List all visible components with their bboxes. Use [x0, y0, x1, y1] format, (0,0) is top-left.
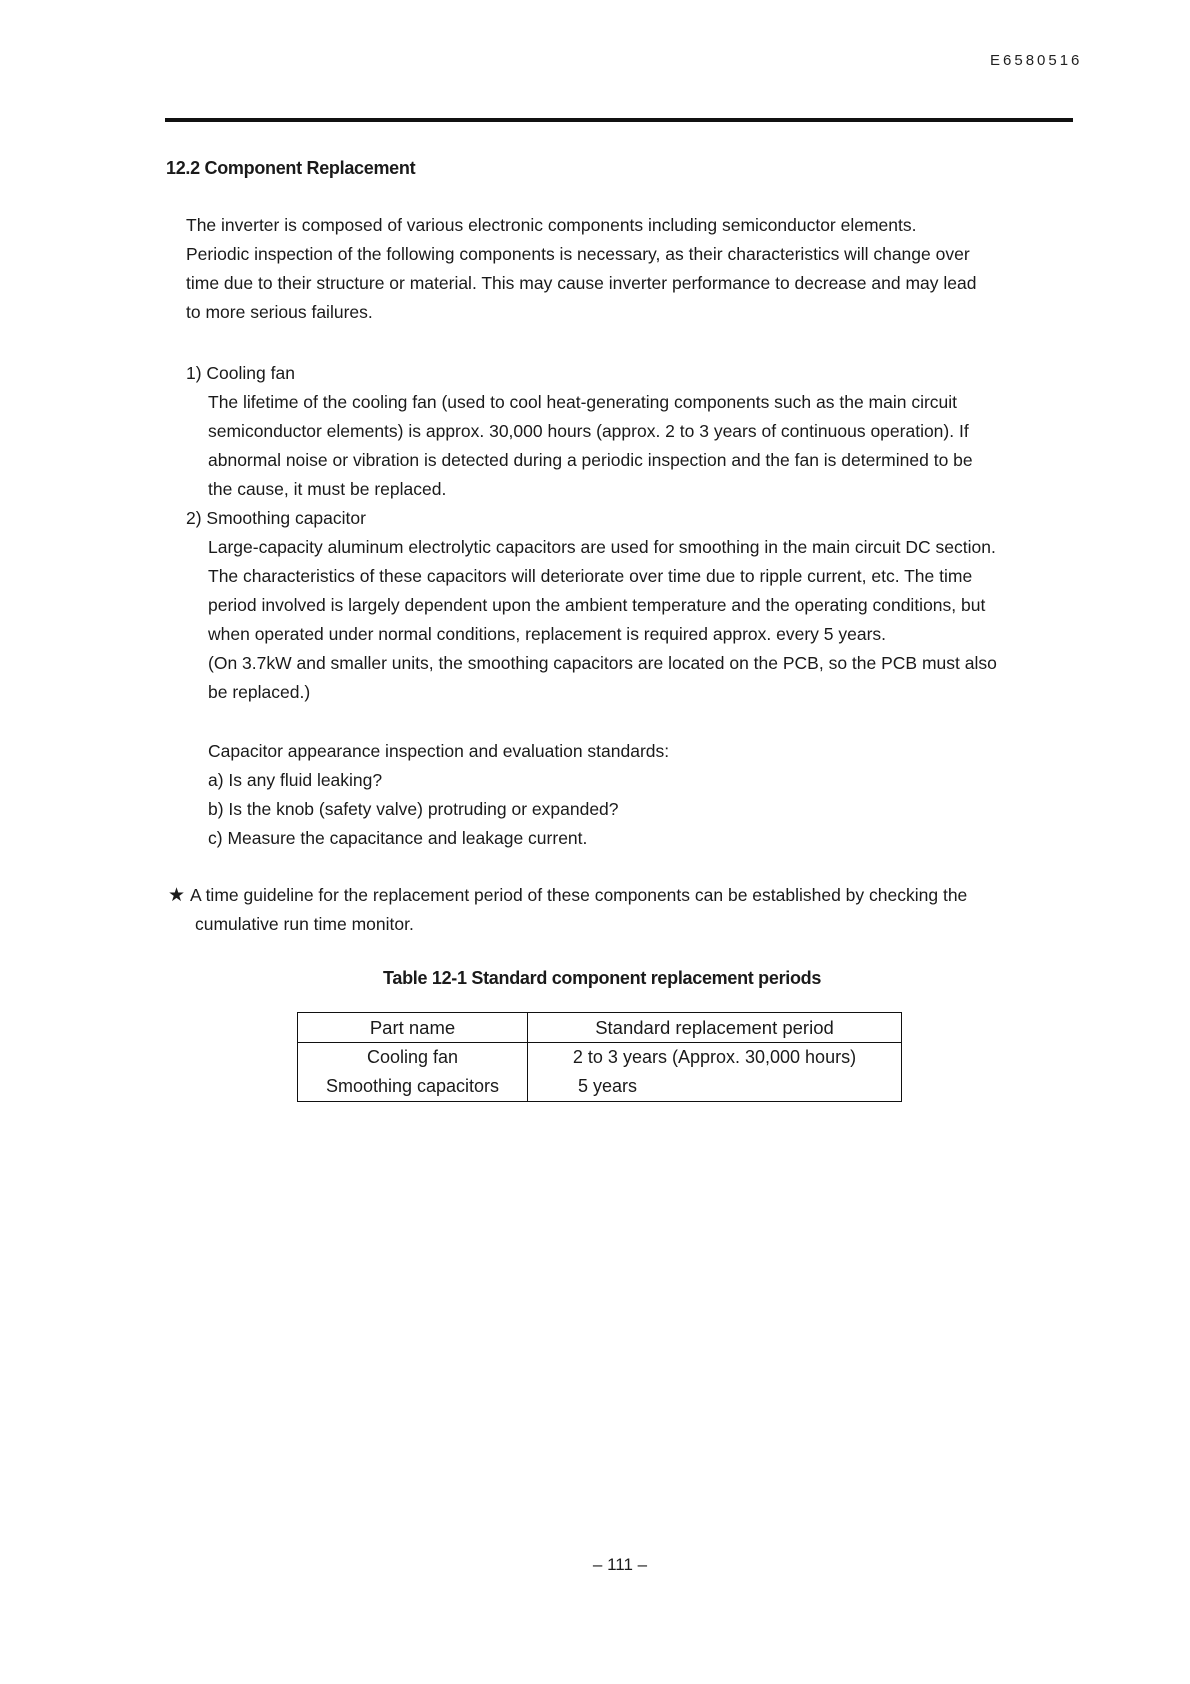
note-line: A time guideline for the replacement period of these components can be established by checking the — [190, 885, 968, 905]
intro-line: Periodic inspection of the following components is necessary, as their characteristics will change over — [186, 244, 970, 264]
star-icon: ★ — [168, 885, 186, 906]
table-caption: Table 12-1 Standard component replacement periods — [383, 968, 822, 988]
item-line: period involved is largely dependent upon the ambient temperature and the operating conditions, but — [208, 595, 986, 615]
intro-line: The inverter is composed of various electronic components including semiconductor elements. — [186, 215, 917, 235]
item-line: the cause, it must be replaced. — [208, 479, 447, 499]
item-line: semiconductor elements) is approx. 30,000 hours (approx. 2 to 3 years of continuous operation). If — [208, 421, 969, 441]
page-number: – 111 – — [592, 1555, 648, 1574]
section-title: 12.2 Component Replacement — [166, 158, 416, 178]
table-cell-period: 5 years — [528, 1072, 902, 1102]
inspection-criterion: c) Measure the capacitance and leakage current. — [208, 828, 588, 848]
document-code: E6580516 — [990, 52, 1083, 69]
table-row — [298, 1043, 902, 1073]
note-line: cumulative run time monitor. — [195, 914, 414, 934]
inspection-standards — [208, 737, 1088, 853]
item-line: when operated under normal conditions, replacement is required approx. every 5 years. — [208, 624, 887, 644]
table-row — [298, 1072, 902, 1102]
table-cell-part: Cooling fan — [298, 1043, 528, 1073]
intro-line: time due to their structure or material. This may cause inverter performance to decrease and may lead — [186, 273, 977, 293]
table-cell-part: Smoothing capacitors — [298, 1072, 528, 1102]
item-line: The lifetime of the cooling fan (used to cool heat-generating components such as the main circuit — [208, 392, 958, 412]
item-body-cooling-fan — [208, 388, 1088, 504]
item-line: Large-capacity aluminum electrolytic capacitors are used for smoothing in the main circuit DC section. — [208, 537, 996, 557]
item-body-smoothing-capacitor — [208, 533, 1088, 707]
inspection-title: Capacitor appearance inspection and evaluation standards: — [208, 741, 670, 761]
inspection-criterion: a) Is any fluid leaking? — [208, 770, 383, 790]
intro-line: to more serious failures. — [186, 302, 373, 322]
column-header-period: Standard replacement period — [528, 1013, 902, 1043]
item-line: (On 3.7kW and smaller units, the smoothing capacitors are located on the PCB, so the PCB must also — [208, 653, 997, 673]
inspection-criterion: b) Is the knob (safety valve) protruding or expanded? — [208, 799, 619, 819]
replacement-period-table — [297, 1012, 902, 1102]
item-heading-cooling-fan: 1) Cooling fan — [186, 363, 295, 383]
table-cell-period: 2 to 3 years (Approx. 30,000 hours) — [528, 1043, 902, 1073]
intro-paragraph — [186, 211, 1086, 327]
item-line: abnormal noise or vibration is detected during a periodic inspection and the fan is determined to be — [208, 450, 973, 470]
item-line: The characteristics of these capacitors will deteriorate over time due to ripple current, etc. The time — [208, 566, 973, 586]
item-heading-smoothing-capacitor: 2) Smoothing capacitor — [186, 508, 366, 528]
header-rule — [165, 118, 1073, 122]
guideline-note — [168, 881, 1088, 939]
column-header-part-name: Part name — [298, 1013, 528, 1043]
item-line: be replaced.) — [208, 682, 311, 702]
table-header-row — [298, 1013, 902, 1043]
